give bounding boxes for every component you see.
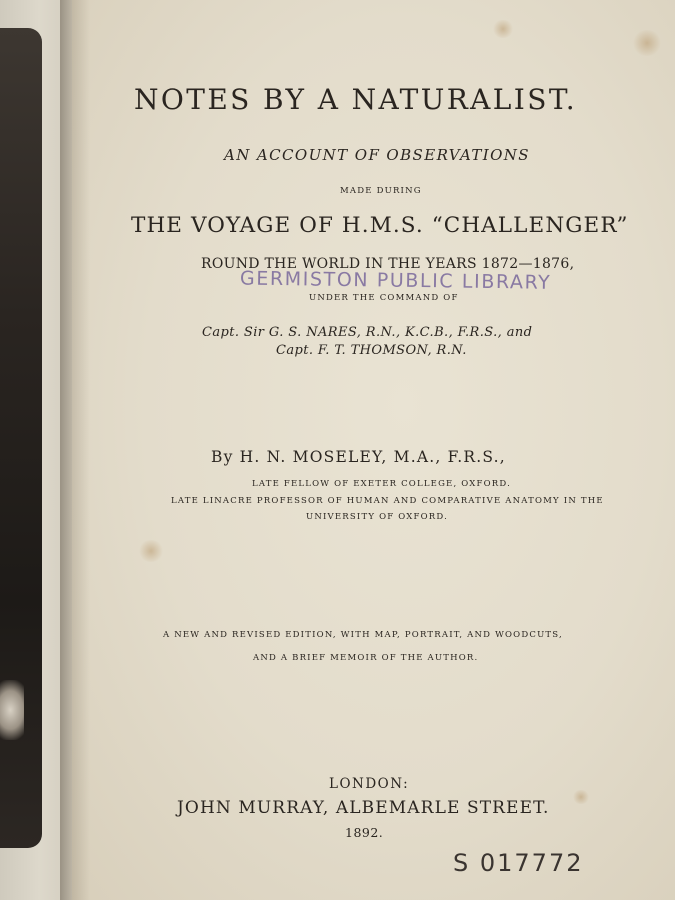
publisher-line: JOHN MURRAY, ALBEMARLE STREET. — [177, 798, 550, 818]
made-during-text: MADE DURING — [340, 186, 422, 196]
portrait-highlight — [0, 680, 24, 740]
foxing-spot — [138, 540, 164, 562]
round-the-world-line: ROUND THE WORLD IN THE YEARS 1872—1876, — [201, 256, 575, 272]
foxing-spot — [492, 20, 514, 38]
title-page — [72, 0, 675, 900]
shelfmark-number: S 017772 — [453, 849, 584, 877]
page-gutter-shadow — [60, 0, 90, 900]
edition-note-2: AND A BRIEF MEMOIR OF THE AUTHOR. — [253, 653, 479, 663]
foxing-spot — [632, 30, 662, 56]
under-command-text: UNDER THE COMMAND OF — [309, 293, 459, 303]
edition-note-1: A NEW AND REVISED EDITION, WITH MAP, PORTRAIT, AND WOODCUTS, — [163, 630, 563, 640]
imprint-city: LONDON: — [329, 776, 410, 792]
author-line: By H. N. MOSELEY, M.A., F.R.S., — [211, 448, 506, 466]
library-stamp: GERMISTON PUBLIC LIBRARY — [239, 267, 552, 294]
publication-year: 1892. — [345, 825, 384, 840]
book-subtitle: AN ACCOUNT OF OBSERVATIONS — [224, 146, 530, 164]
author-affiliation-2: LATE LINACRE PROFESSOR OF HUMAN AND COMPARATIVE ANATOMY IN THE — [171, 496, 604, 506]
commander-line-2: Capt. F. T. THOMSON, R.N. — [276, 343, 467, 358]
commander-line-1: Capt. Sir G. S. NARES, R.N., K.C.B., F.R.S., and — [202, 325, 533, 340]
author-affiliation-1: LATE FELLOW OF EXETER COLLEGE, OXFORD. — [252, 479, 512, 489]
author-affiliation-3: UNIVERSITY OF OXFORD. — [306, 512, 448, 522]
voyage-heading: THE VOYAGE OF H.M.S. “CHALLENGER” — [131, 213, 629, 238]
book-title: NOTES BY A NATURALIST. — [134, 83, 578, 116]
